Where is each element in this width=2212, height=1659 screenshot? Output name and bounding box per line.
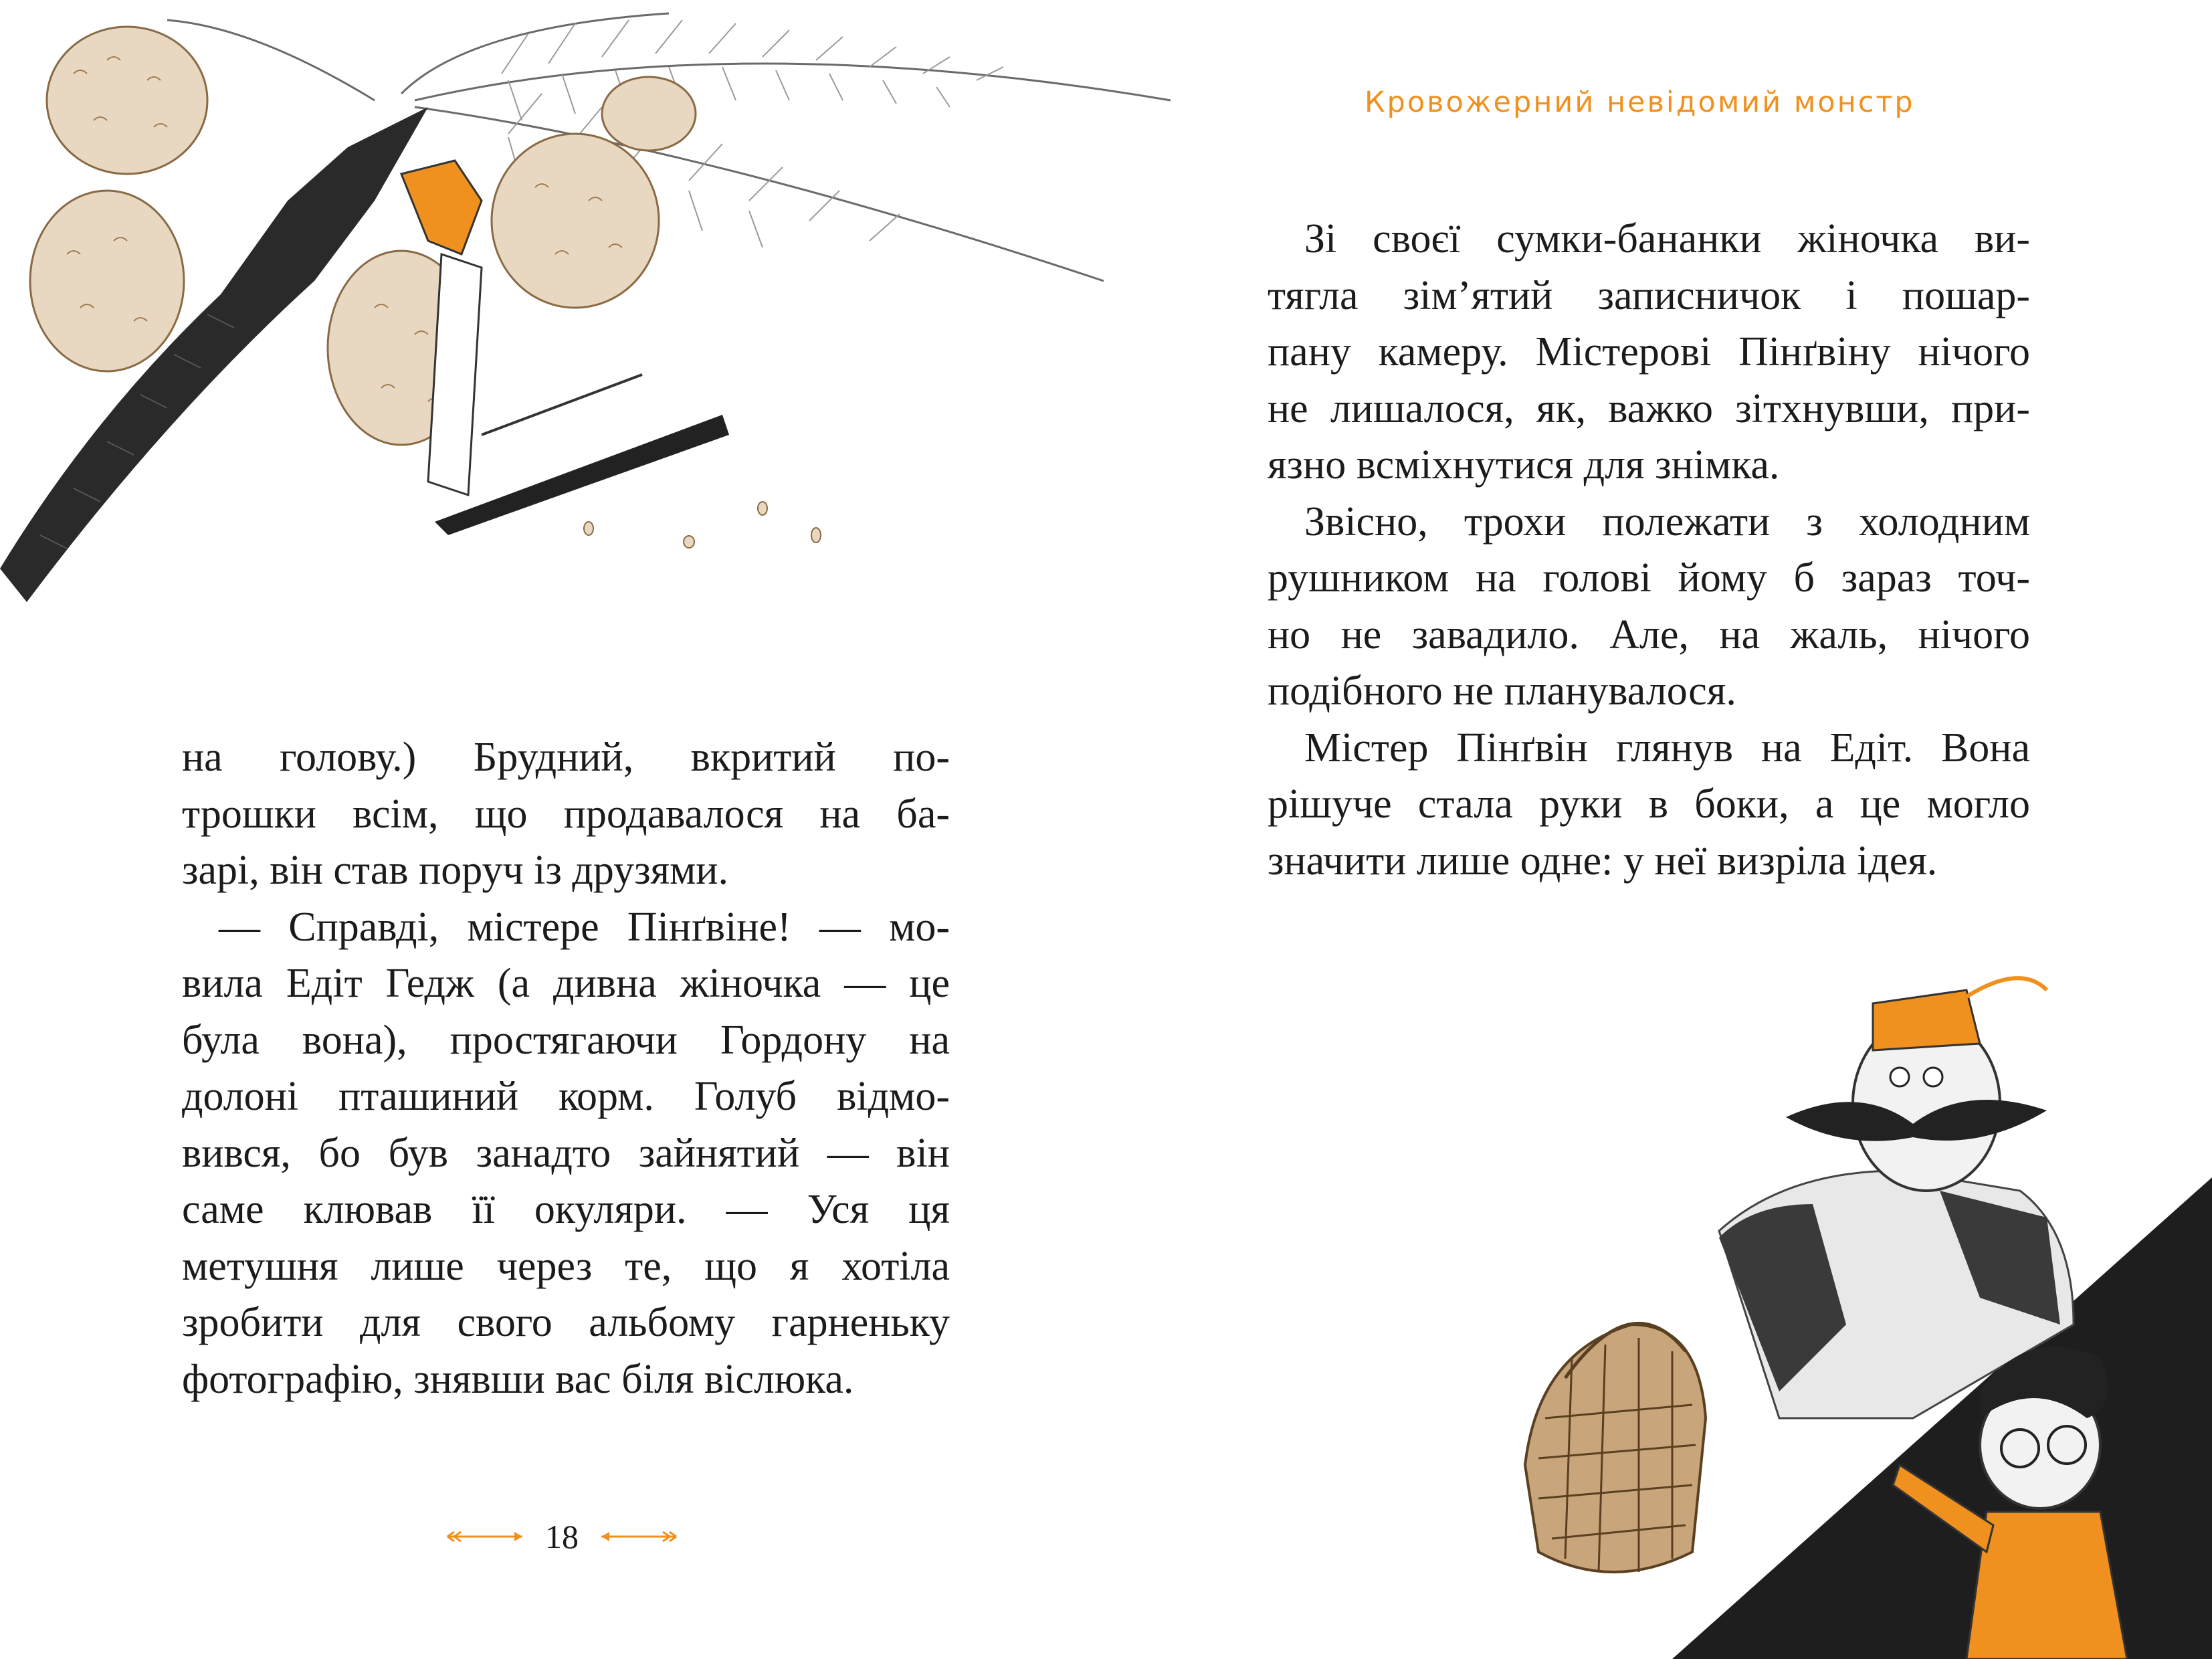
text-line: вився, бо був занадто зайнятий — він bbox=[182, 1130, 950, 1176]
paragraph bbox=[1268, 663, 2030, 720]
left-body-text bbox=[182, 729, 950, 1407]
text-line: рішуче стала руки в боки, а це могло bbox=[1268, 781, 2030, 827]
text-line: значити лише одне: у неї визріла ідея. bbox=[1268, 838, 1938, 884]
running-title: Кровожерний невідомий монстр bbox=[1365, 86, 1915, 119]
paragraph bbox=[1268, 324, 2030, 381]
text-line: долоні пташиний корм. Голуб відмо- bbox=[182, 1074, 950, 1119]
right-body-text bbox=[1268, 211, 2030, 889]
text-line: метушня лише через те, що я хотіла bbox=[182, 1243, 950, 1289]
text-line: Містер Пінґвін глянув на Едіт. Вона bbox=[1304, 724, 2030, 771]
text-line: була вона), простягаючи Гордону на bbox=[182, 1017, 950, 1063]
paragraph bbox=[182, 729, 950, 786]
text-line: пану камеру. Містерові Пінґвіну нічого bbox=[1268, 329, 2030, 375]
paragraph bbox=[1268, 776, 2030, 833]
page-number-area bbox=[428, 1513, 696, 1560]
paragraph bbox=[1268, 550, 2030, 607]
text-line: язно всміхнутися для знімка. bbox=[1268, 442, 1780, 488]
paragraph bbox=[1268, 494, 2030, 551]
paragraph bbox=[182, 1012, 950, 1069]
text-line: подібного не планувалося. bbox=[1268, 668, 1736, 714]
text-line: фотографію, знявши вас біля віслюка. bbox=[182, 1356, 854, 1402]
paragraph bbox=[182, 1351, 950, 1408]
page-number: 18 bbox=[545, 1518, 579, 1555]
text-line: тягла зім’ятий записничок і пошар- bbox=[1268, 272, 2030, 318]
paragraph bbox=[182, 1238, 950, 1295]
text-line: зарі, він став поруч із друзями. bbox=[182, 848, 728, 893]
text-line: Зі своєї сумки-бананки жіночка ви- bbox=[1304, 216, 2030, 262]
paragraph bbox=[1268, 381, 2030, 437]
paragraph bbox=[1268, 720, 2030, 777]
text-line: саме клював її окуляри. — Уся ця bbox=[182, 1187, 950, 1232]
paragraph bbox=[1268, 833, 2030, 890]
paragraph bbox=[1268, 268, 2030, 324]
text-line: на голову.) Брудний, вкритий по- bbox=[182, 735, 950, 780]
paragraph bbox=[182, 955, 950, 1012]
paragraph bbox=[182, 786, 950, 843]
text-line: — Справді, містере Пінґвіне! — мо- bbox=[219, 904, 950, 950]
text-line: вила Едіт Гедж (а дивна жіночка — це bbox=[182, 961, 950, 1006]
text-line: рушником на голові йому б зараз точ- bbox=[1268, 555, 2030, 601]
paragraph bbox=[182, 1294, 950, 1351]
paragraph bbox=[182, 899, 950, 956]
paragraph bbox=[1268, 607, 2030, 664]
text-line: зробити для свого альбому гарненьку bbox=[182, 1300, 950, 1345]
text-line: не лишалося, як, важко зітхнувши, при- bbox=[1268, 385, 2030, 431]
paragraph bbox=[1268, 211, 2030, 268]
text-line: Звісно, трохи полежати з холодним bbox=[1304, 498, 2030, 545]
text-line: трошки всім, що продавалося на ба- bbox=[182, 791, 950, 837]
paragraph bbox=[182, 842, 950, 899]
paragraph bbox=[182, 1125, 950, 1182]
left-arrow-ornament-icon bbox=[445, 1530, 525, 1543]
right-arrow-ornament-icon bbox=[599, 1530, 679, 1543]
characters-illustration bbox=[1498, 950, 2212, 1659]
paragraph bbox=[182, 1181, 950, 1238]
text-line: но не завадило. Але, на жаль, нічого bbox=[1268, 611, 2030, 658]
paragraph bbox=[1268, 437, 2030, 494]
palm-tree-illustration bbox=[0, 0, 1177, 669]
paragraph bbox=[182, 1068, 950, 1125]
